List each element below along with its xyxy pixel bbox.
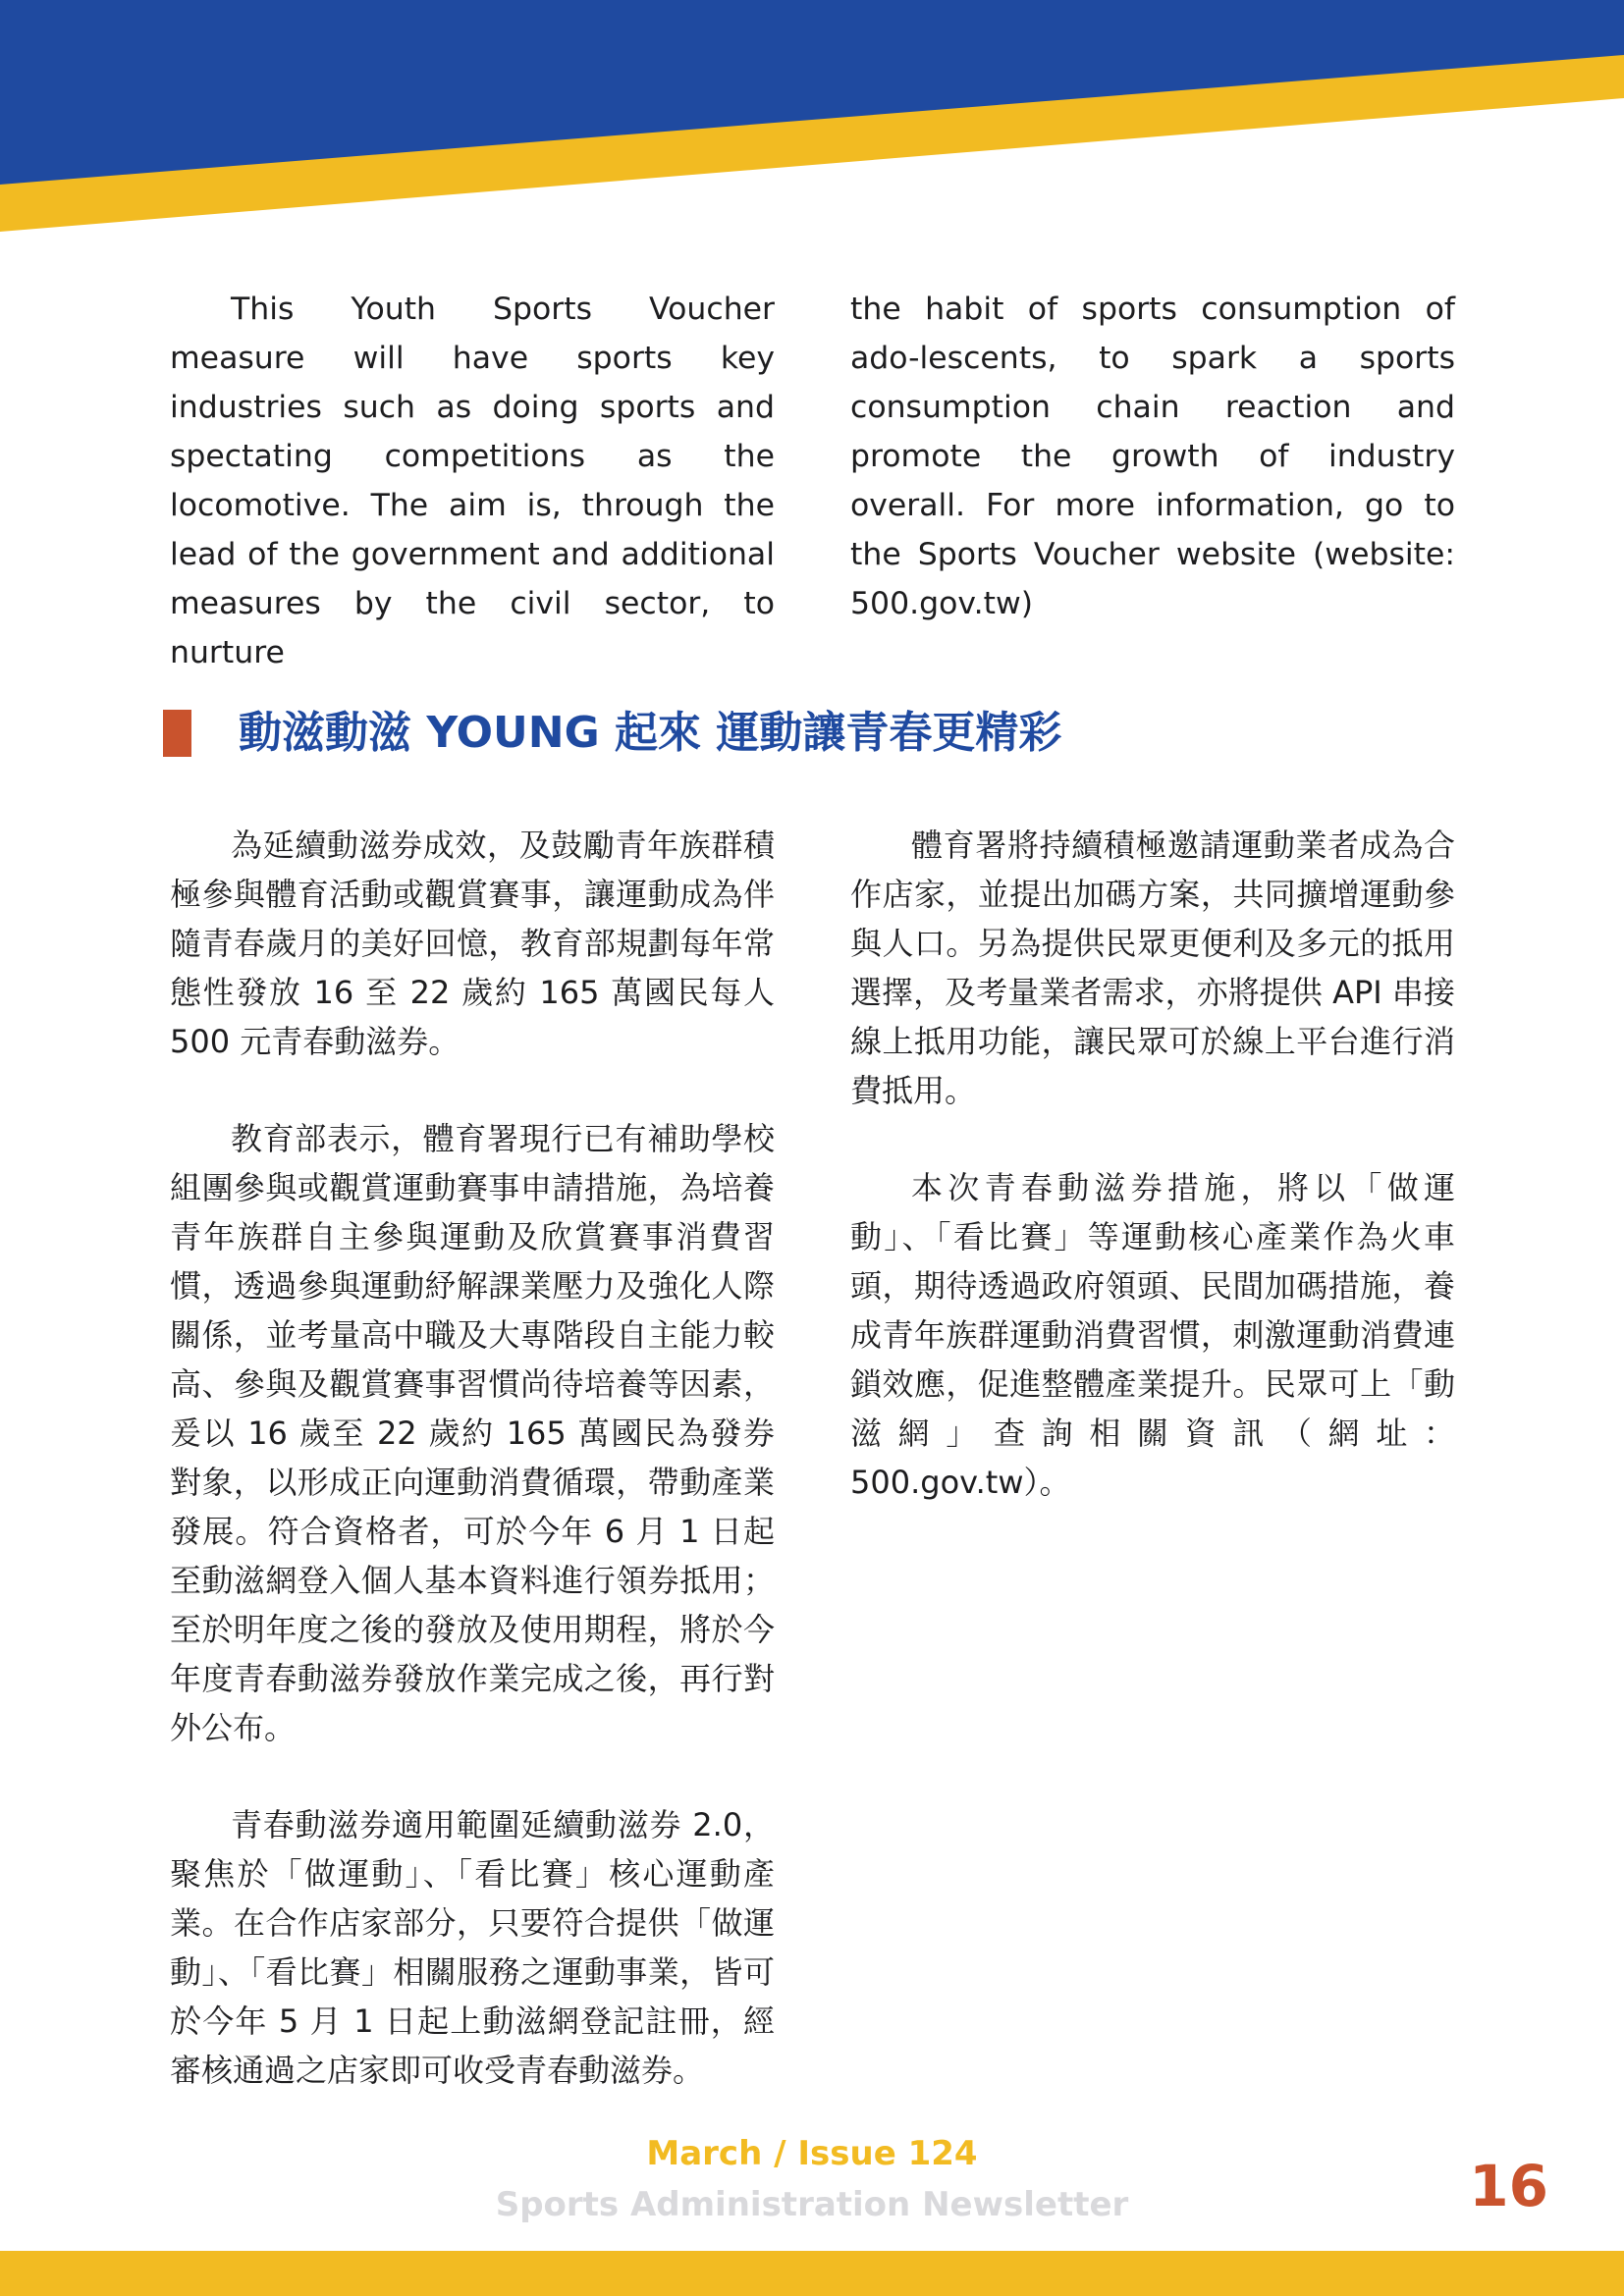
chinese-paragraph: 體育署將持續積極邀請運動業者成為合作店家，並提出加碼方案，共同擴增運動參與人口。另為提供民眾更便利及多元的抵用選擇，及考量業者需求，亦將提供 API 串接線上抵用功能，讓民眾可於線上平台進行消費抵用。 <box>850 827 1455 1109</box>
english-paragraph-right: the habit of sports consumption of ado-lescents, to spark a sports consumption chain reaction and promote the growth of industry overall. For more information, go to the Sports Voucher website (website: 500.gov.tw) <box>850 292 1455 621</box>
chinese-paragraph: 教育部表示，體育署現行已有補助學校組團參與或觀賞運動賽事申請措施，為培養青年族群自主參與運動及欣賞賽事消費習慣，透過參與運動紓解課業壓力及強化人際關係，並考量高中職及大專階段自主能力較高、參與及觀賞賽事習慣尚待培養等因素，爰以 16 歲至 22 歲約 165 萬國民為發券對象，以形成正向運動消費循環，帶動產業發展。符合資格者，可於今年 6 月 1 日起至動滋網登入個人基本資料進行領券抵用；至於明年度之後的發放及使用期程，將於今年度青春動滋券發放作業完成之後，再行對外公布。 <box>170 1120 775 1746</box>
section-marker <box>163 710 191 757</box>
english-paragraph-left: This Youth Sports Voucher measure will have sports key industries such as doing sports and spectating competitions as the locomotive. The aim is, through the lead of the government and additional measures by the civil sector, to nurture <box>170 292 775 670</box>
footer-issue-label: March / Issue 124 <box>646 2134 978 2173</box>
english-column-left <box>170 285 775 677</box>
english-column-right <box>850 285 1455 628</box>
chinese-paragraph: 本次青春動滋券措施，將以「做運動」、「看比賽」等運動核心產業作為火車頭，期待透過政府領頭、民間加碼措施，養成青年族群運動消費習慣，刺激運動消費連鎖效應，促進整體產業提升。民眾可上「動滋網」查詢相關資訊（網址：500.gov.tw）。 <box>850 1169 1455 1501</box>
chinese-paragraph: 為延續動滋券成效，及鼓勵青年族群積極參與體育活動或觀賞賽事，讓運動成為伴隨青春歲月的美好回憶，教育部規劃每年常態性發放 16 至 22 歲約 165 萬國民每人 500 元青春動滋券。 <box>170 827 775 1060</box>
chinese-column-left <box>170 821 775 2143</box>
chinese-paragraph: 青春動滋券適用範圍延續動滋券 2.0，聚焦於「做運動」、「看比賽」核心運動產業。在合作店家部分，只要符合提供「做運動」、「看比賽」相關服務之運動事業，皆可於今年 5 月 1 日起上動滋網登記註冊，經審核通過之店家即可收受青春動滋券。 <box>170 1806 775 2089</box>
footer-yellow-bar <box>0 2251 1624 2296</box>
header-banner <box>0 0 1624 236</box>
footer-newsletter-name: Sports Administration Newsletter <box>495 2185 1129 2224</box>
page-number: 16 <box>1469 2153 1548 2219</box>
section-heading: 動滋動滋 YOUNG 起來 運動讓青春更精彩 <box>239 708 1062 758</box>
chinese-column-right <box>850 821 1455 1555</box>
